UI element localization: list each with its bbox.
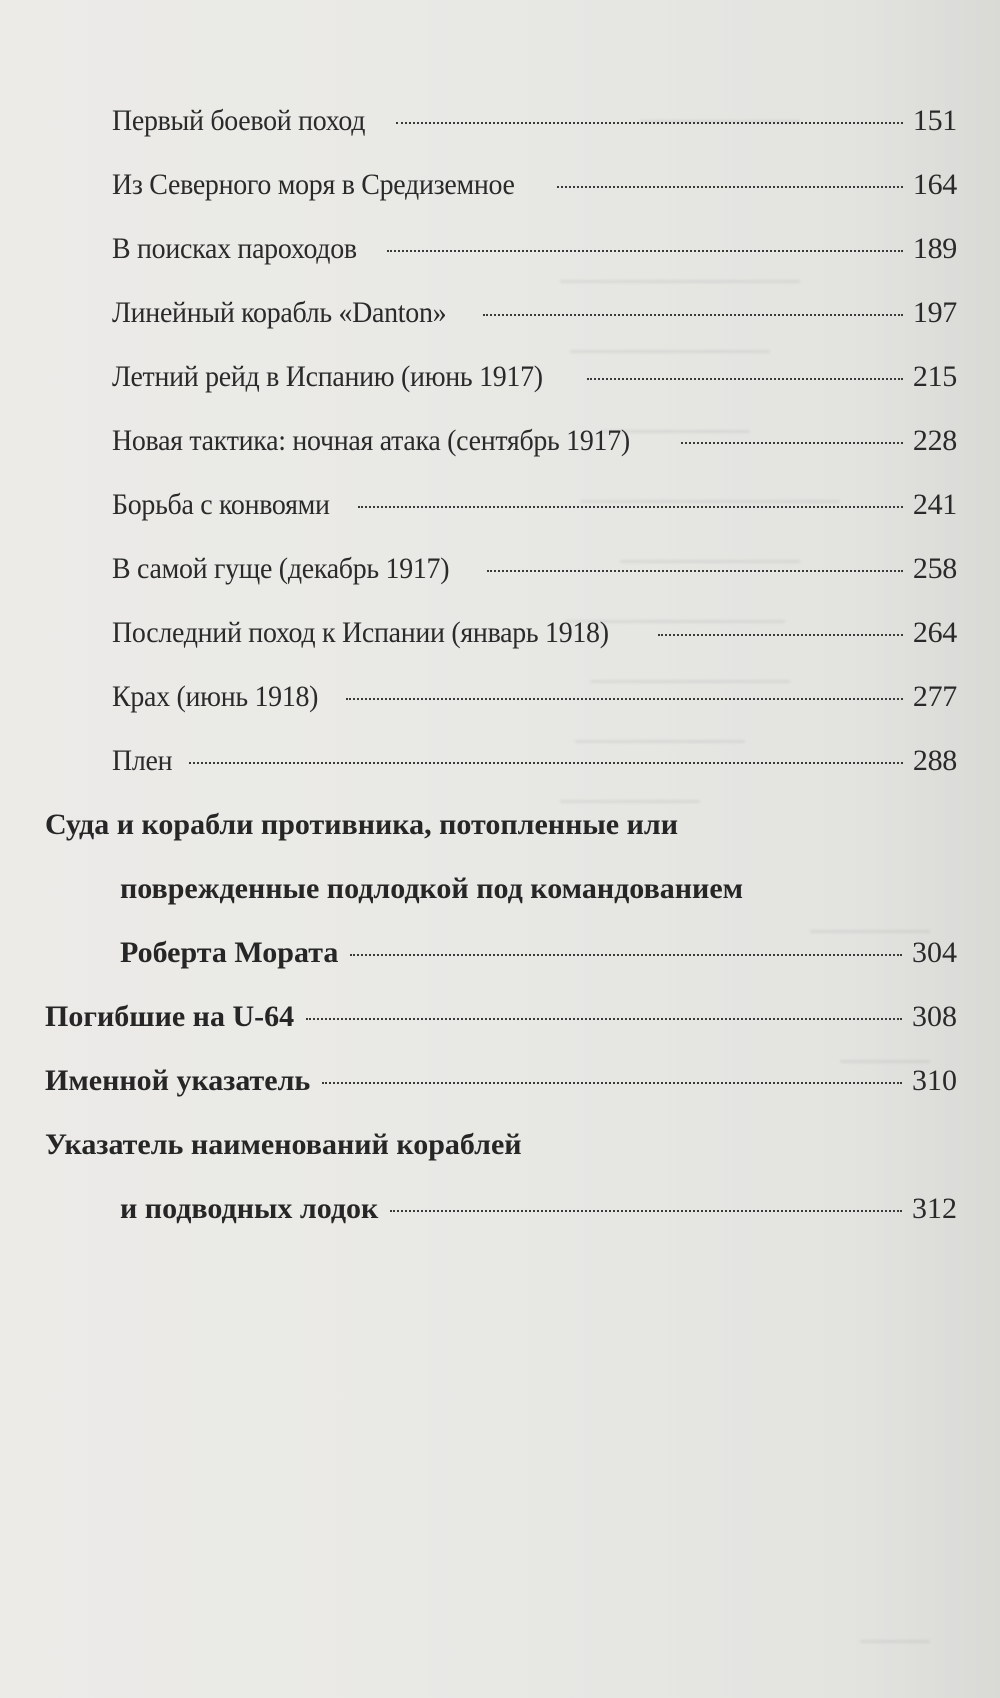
toc-entry-page: 197 <box>912 296 957 329</box>
section-page: 304 <box>912 936 957 969</box>
toc-entry-page: 258 <box>912 552 957 585</box>
toc-section <box>120 1192 957 1226</box>
section-title: Именной указатель <box>45 1064 311 1097</box>
toc-entry-page: 288 <box>912 744 957 777</box>
toc-entry <box>112 744 957 778</box>
toc-entry-page: 164 <box>912 168 957 201</box>
dot-leader <box>681 442 903 444</box>
toc-section <box>45 1000 957 1034</box>
dot-leader <box>189 762 903 764</box>
toc-section <box>120 936 957 970</box>
toc-entry-page: 228 <box>912 424 957 457</box>
section-page: 308 <box>912 1000 957 1033</box>
toc-entry-page: 277 <box>912 680 957 713</box>
toc-entry <box>112 360 957 394</box>
section-title-line: поврежденные подлодкой под командованием <box>120 872 744 905</box>
toc-entry-title: Крах (июнь 1918) <box>112 680 319 713</box>
toc-section <box>45 1064 957 1098</box>
section-page: 310 <box>912 1064 957 1097</box>
dot-leader <box>658 634 903 636</box>
toc-entry-page: 241 <box>912 488 957 521</box>
section-title-last-line: Роберта Мората <box>120 936 339 969</box>
toc-entry-title: В самой гуще (декабрь 1917) <box>112 552 450 585</box>
dot-leader <box>358 506 903 508</box>
dot-leader <box>483 314 902 316</box>
toc-entry <box>112 488 957 522</box>
toc-entry <box>112 296 957 330</box>
toc-entry <box>112 680 957 714</box>
section-page: 312 <box>912 1192 957 1225</box>
toc-entry-title: Последний поход к Испании (январь 1918) <box>112 616 609 649</box>
section-title-line: Указатель наименований кораблей <box>45 1128 522 1161</box>
dot-leader <box>487 570 903 572</box>
toc-entry-page: 264 <box>912 616 957 649</box>
section-title-line: Суда и корабли противника, потопленные или <box>45 808 679 841</box>
toc-entry <box>112 168 957 202</box>
dot-leader <box>390 1210 902 1212</box>
dot-leader <box>350 954 902 956</box>
toc-entry-page: 215 <box>912 360 957 393</box>
toc-entry-title: Борьба с конвоями <box>112 488 330 521</box>
toc-entry-title: Плен <box>112 744 173 777</box>
section-title-last-line: и подводных лодок <box>120 1192 379 1225</box>
toc-entry-title: Летний рейд в Испанию (июнь 1917) <box>112 360 543 393</box>
dot-leader <box>346 698 903 700</box>
section-title: Погибшие на U-64 <box>45 1000 295 1033</box>
toc-entry <box>112 616 957 650</box>
toc-entry <box>112 232 957 266</box>
toc-entry-title: Новая тактика: ночная атака (сентябрь 1917) <box>112 424 630 457</box>
dot-leader <box>557 186 903 188</box>
toc-entry-title: Линейный корабль «Danton» <box>112 296 447 329</box>
toc-entry <box>112 552 957 586</box>
dot-leader <box>587 378 903 380</box>
dot-leader <box>387 250 903 252</box>
toc-entry-title: В поисках пароходов <box>112 232 357 265</box>
dot-leader <box>322 1082 902 1084</box>
toc-entry-page: 151 <box>912 104 957 137</box>
toc-entry-page: 189 <box>912 232 957 265</box>
toc-entry-title: Из Северного моря в Средиземное <box>112 168 515 201</box>
dot-leader <box>306 1018 902 1020</box>
toc-entry <box>112 104 957 138</box>
dot-leader <box>396 122 903 124</box>
toc-entry-title: Первый боевой поход <box>112 104 366 137</box>
toc-entry <box>112 424 957 458</box>
